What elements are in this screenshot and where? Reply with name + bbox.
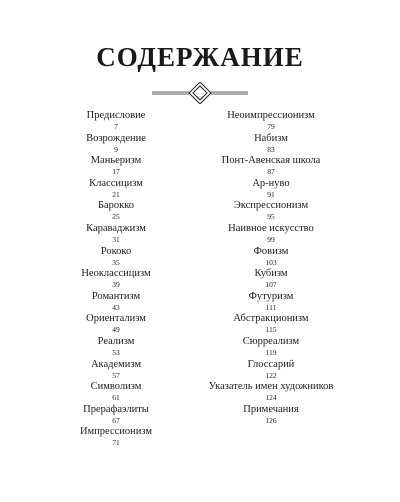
toc-entry-page: 31 — [112, 234, 120, 244]
toc-entry[interactable] — [60, 314, 172, 337]
toc-entry-title: Рококо — [100, 245, 132, 257]
toc-entry-page: 25 — [112, 212, 120, 222]
toc-left-column — [60, 111, 172, 450]
toc-entry-page: 124 — [265, 393, 277, 403]
toc-right-column — [200, 111, 342, 427]
toc-entry[interactable] — [200, 269, 342, 292]
toc-entry[interactable] — [200, 292, 342, 315]
toc-entry-title: Романтизм — [91, 290, 141, 302]
page-title: СОДЕРЖАНИЕ — [96, 42, 304, 72]
toc-entry-title: Понт-Авенская школа — [221, 155, 321, 167]
toc-entry-page: 43 — [112, 302, 120, 312]
toc-entry-page: 107 — [265, 280, 277, 290]
toc-entry-title: Прерафаэлиты — [83, 403, 149, 415]
toc-entry-title: Реализм — [97, 335, 135, 347]
toc-entry-title: Абстракционизм — [233, 313, 309, 325]
toc-entry-title: Ар-нуво — [252, 177, 290, 189]
toc-entry-page: 9 — [114, 144, 118, 154]
toc-entry[interactable] — [200, 201, 342, 224]
diamond-divider-icon — [152, 82, 248, 104]
toc-entry-title: Футуризм — [248, 290, 294, 302]
toc-entry-page: 53 — [112, 347, 120, 357]
toc-entry[interactable] — [60, 201, 172, 224]
toc-entry-page: 115 — [265, 325, 277, 335]
toc-entry-page: 39 — [112, 280, 120, 290]
toc-entry[interactable] — [60, 337, 172, 360]
toc-entry[interactable] — [200, 224, 342, 247]
toc-entry-title: Академизм — [90, 358, 142, 370]
toc-entry-page: 61 — [112, 393, 120, 403]
toc-entry-title: Кубизм — [254, 268, 288, 280]
toc-entry[interactable] — [60, 427, 172, 450]
toc-entry[interactable] — [200, 360, 342, 383]
toc-entry[interactable] — [60, 156, 172, 179]
toc-entry-title: Фовизм — [253, 245, 289, 257]
toc-entry-title: Импрессионизм — [79, 426, 153, 438]
toc-entry-page: 87 — [267, 167, 275, 177]
toc-entry[interactable] — [60, 111, 172, 134]
toc-entry[interactable] — [60, 224, 172, 247]
toc-entry[interactable] — [60, 405, 172, 428]
toc-entry-page: 111 — [265, 302, 277, 312]
toc-entry-page: 122 — [265, 370, 277, 380]
toc-entry[interactable] — [60, 269, 172, 292]
toc-entry[interactable] — [60, 292, 172, 315]
toc-entry-page: 119 — [265, 347, 277, 357]
toc-entry-title: Ориентализм — [86, 313, 146, 325]
toc-entry[interactable] — [200, 111, 342, 134]
toc-entry-page: 57 — [112, 370, 120, 380]
toc-entry[interactable] — [200, 134, 342, 157]
toc-entry-page: 21 — [112, 189, 120, 199]
toc-entry[interactable] — [60, 360, 172, 383]
toc-entry-title: Маньеризм — [90, 155, 142, 167]
toc-entry[interactable] — [200, 405, 342, 428]
toc-entry[interactable] — [60, 134, 172, 157]
toc-entry-title: Сюрреализм — [242, 335, 300, 347]
toc-entry-title: Предисловие — [86, 110, 146, 121]
toc-entry-page: 103 — [265, 257, 277, 267]
toc-entry-page: 91 — [267, 189, 275, 199]
toc-entry[interactable] — [200, 337, 342, 360]
toc-entry-page: 79 — [267, 122, 275, 131]
toc-entry-title: Возрождение — [86, 132, 146, 144]
toc-entry-page: 83 — [267, 144, 275, 154]
toc-entry-page: 35 — [112, 257, 120, 267]
toc-entry[interactable] — [200, 247, 342, 270]
toc-entry-page: 17 — [112, 167, 120, 177]
toc-entry-title: Наивное искусство — [228, 222, 314, 234]
toc-entry-page: 126 — [265, 415, 277, 425]
toc-entry-title: Указатель имен художников — [208, 381, 334, 393]
toc-entry-title: Неоимпрессионизм — [227, 110, 315, 121]
toc-entry[interactable] — [200, 179, 342, 202]
toc-entry[interactable] — [60, 179, 172, 202]
toc-entry[interactable] — [200, 314, 342, 337]
toc-entry-page: 49 — [112, 325, 120, 335]
toc-entry[interactable] — [60, 247, 172, 270]
toc-entry-title: Набизм — [254, 132, 288, 144]
toc-entry-title: Экспрессионизм — [233, 200, 309, 212]
toc-entry[interactable] — [60, 382, 172, 405]
toc-entry-title: Классицизм — [89, 177, 143, 189]
toc-entry[interactable] — [200, 156, 342, 179]
toc-entry[interactable] — [200, 382, 342, 405]
toc-entry-title: Глоссарий — [247, 358, 295, 370]
toc-entry-page: 99 — [267, 234, 275, 244]
toc-entry-title: Барокко — [97, 200, 135, 212]
toc-entry-title: Примечания — [243, 403, 299, 415]
toc-entry-page: 7 — [114, 122, 118, 131]
toc-entry-page: 67 — [112, 415, 120, 425]
toc-entry-title: Символизм — [90, 381, 142, 393]
toc-entry-title: Неоклассицизм — [81, 268, 151, 280]
toc-entry-title: Караваджизм — [86, 222, 146, 234]
toc-entry-page: 71 — [112, 438, 120, 448]
toc-entry-page: 95 — [267, 212, 275, 222]
